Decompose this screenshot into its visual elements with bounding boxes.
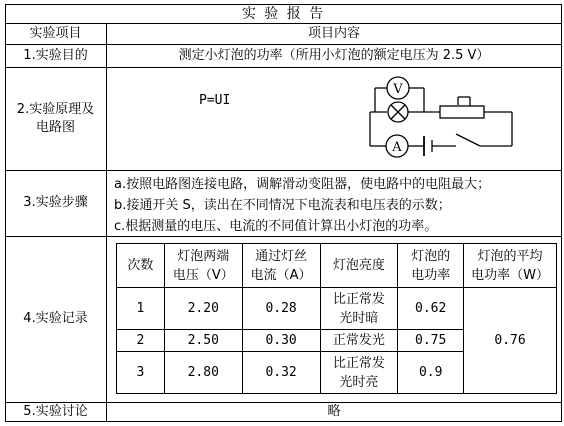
col-header: 灯泡亮度 <box>320 244 398 288</box>
steps-label: 3.实验步骤 <box>23 195 88 210</box>
cell-power: 0.75 <box>398 330 464 352</box>
column-divider <box>106 23 107 422</box>
principle-label <box>5 67 106 170</box>
cell-count: 1 <box>117 288 165 330</box>
cell-voltage: 2.80 <box>164 352 242 394</box>
header-content: 项目内容 <box>307 25 360 41</box>
record-table <box>116 243 557 394</box>
cell-brightness: 正常发光 <box>320 330 398 352</box>
cell-power: 0.62 <box>398 288 464 330</box>
cell-count: 3 <box>117 352 165 394</box>
formula: P=UI <box>199 93 231 108</box>
principle-label-line1: 2.实验原理及 <box>16 101 95 117</box>
cell-count: 2 <box>117 330 165 352</box>
col-header: 灯泡两端 电压（V） <box>164 244 242 288</box>
col-header: 通过灯丝 电流（A） <box>242 244 320 288</box>
steps-list <box>114 174 490 237</box>
purpose-content: 测定小灯泡的功率（所用小灯泡的额定电压为 2.5 V） <box>178 47 490 63</box>
step-item: c.根据测量的电压、电流的不同值计算出小灯泡的功率。 <box>114 219 438 234</box>
purpose-label: 1.实验目的 <box>23 47 88 63</box>
discussion-content: 略 <box>327 404 341 419</box>
cell-current: 0.28 <box>242 288 320 330</box>
step-item: a.按照电路图连接电路，调解滑动变阻器，使电路中的电阻最大； <box>114 177 491 192</box>
record-label: 4.实验记录 <box>23 311 88 326</box>
table-row <box>117 288 557 330</box>
cell-voltage: 2.50 <box>164 330 242 352</box>
col-header: 次数 <box>117 244 165 288</box>
cell-average-power: 0.76 <box>464 288 557 394</box>
cell-current: 0.30 <box>242 330 320 352</box>
rheostat-icon <box>440 106 484 118</box>
cell-brightness: 比正常发 光时暗 <box>320 288 398 330</box>
ammeter-label: A <box>392 140 402 155</box>
col-header: 灯泡的平均 电功率（W） <box>464 244 557 288</box>
circuit-diagram <box>360 70 530 168</box>
page-title: 实 验 报 告 <box>241 5 326 22</box>
cell-voltage: 2.20 <box>164 288 242 330</box>
col-header: 灯泡的 电功率 <box>398 244 464 288</box>
principle-label-line2: 电路图 <box>35 119 75 135</box>
header-item: 实验项目 <box>29 25 82 41</box>
table-header-row <box>117 244 557 288</box>
cell-power: 0.9 <box>398 352 464 394</box>
voltmeter-label: V <box>393 82 403 97</box>
cell-current: 0.32 <box>242 352 320 394</box>
switch-icon <box>456 134 480 146</box>
step-item: b.接通开关 S，读出在不同情况下电流表和电压表的示数； <box>114 198 451 213</box>
discussion-label: 5.实验讨论 <box>23 404 88 419</box>
cell-brightness: 比正常发 光时亮 <box>320 352 398 394</box>
